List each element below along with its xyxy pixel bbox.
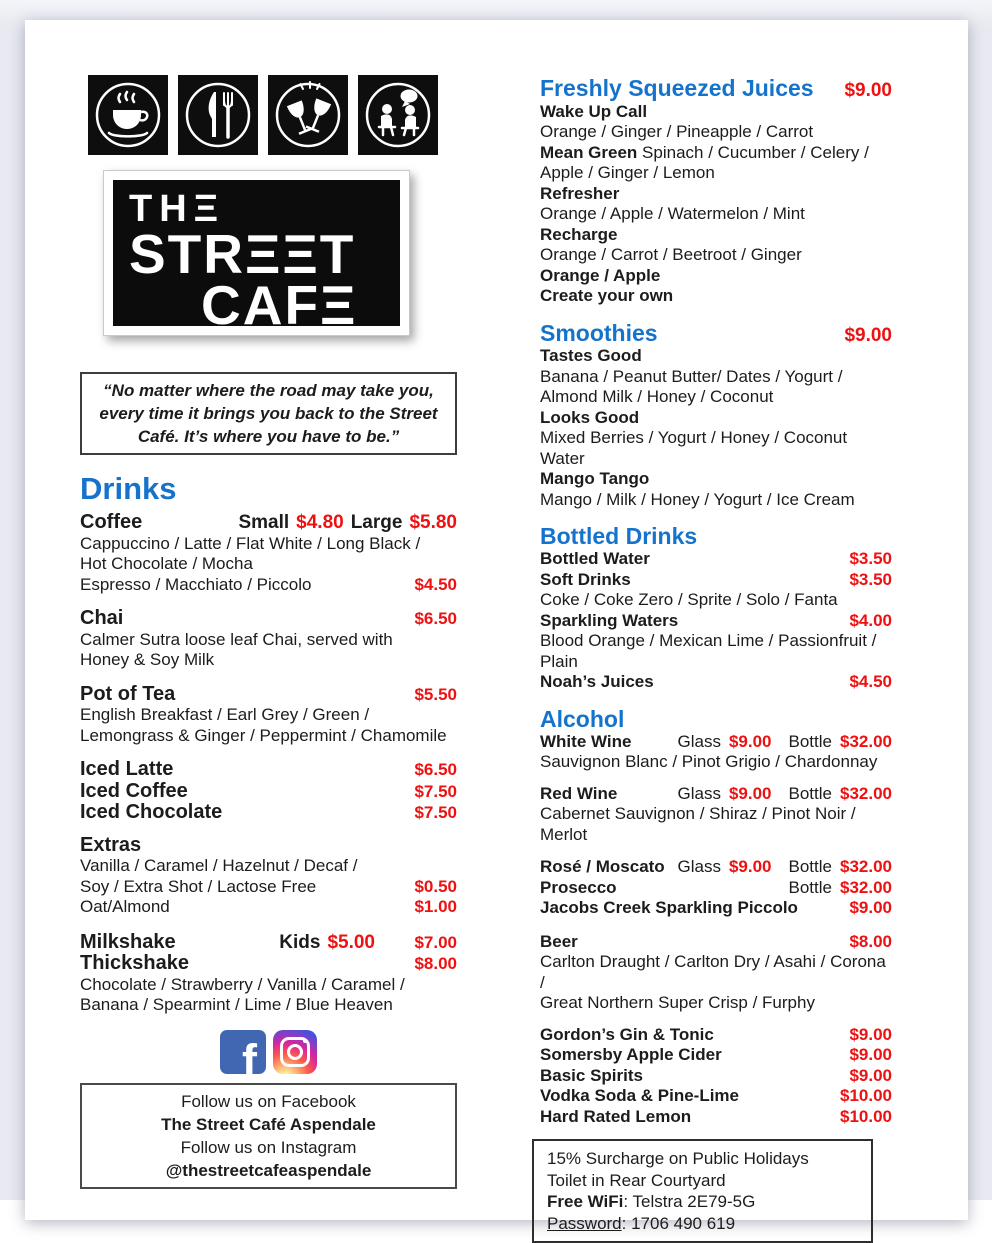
- item-name: Basic Spirits: [540, 1065, 643, 1085]
- menu-row-prosecco: [540, 878, 892, 899]
- item-desc: Hot Chocolate / Mocha: [80, 554, 253, 573]
- menu-row-basic-spirits: [540, 1066, 892, 1087]
- item-name: Noah’s Juices: [540, 672, 654, 691]
- glass-bottle-group: [678, 784, 893, 805]
- glass-price: $9.00: [728, 783, 772, 803]
- menu-row-jacobs-creek: [540, 898, 892, 919]
- item-desc: Vanilla / Caramel / Hazelnut / Decaf /: [80, 856, 358, 875]
- wifi-label: Free WiFi: [547, 1192, 624, 1211]
- quote-line: Café. It’s where you have to be.”: [137, 427, 400, 446]
- item-name: Thickshake: [80, 952, 189, 974]
- item-price: $4.50: [414, 574, 457, 594]
- header-icon-row: [88, 75, 438, 155]
- item-price: $4.80: [296, 512, 344, 533]
- left-column: [80, 472, 457, 1189]
- item-name: Sparkling Waters: [540, 610, 679, 630]
- section-header-smoothies: [540, 321, 892, 347]
- section-header-juices: [540, 76, 892, 102]
- menu-row-hard-rated: [540, 1107, 892, 1128]
- item-name: Iced Coffee: [80, 779, 188, 802]
- follow-instagram-label: Follow us on Instagram: [180, 1137, 357, 1157]
- item-price: $6.50: [414, 760, 457, 779]
- logo: [103, 170, 410, 336]
- item-price: $9.00: [849, 1024, 892, 1044]
- menu-row-iced-chocolate: [80, 802, 457, 824]
- bottle-label: Bottle: [788, 877, 832, 897]
- item-desc: Honey & Soy Milk: [80, 650, 215, 669]
- item-name: Somersby Apple Cider: [540, 1045, 722, 1064]
- item-price: $4.00: [849, 610, 892, 630]
- item-desc: Carlton Draught / Carlton Dry / Asahi / Corona /: [540, 952, 886, 992]
- glass-bottle-group: [678, 732, 893, 753]
- item-name: Jacobs Creek Sparkling Piccolo: [540, 898, 798, 917]
- item-desc: Mixed Berries / Yogurt / Honey / Coconut Water: [540, 428, 848, 468]
- logo-line-street: STRΞΞT: [129, 223, 356, 285]
- item-price: $8.00: [414, 954, 457, 973]
- item-name: Iced Latte: [80, 758, 174, 780]
- item-name: Chai: [80, 607, 124, 629]
- password-note: [547, 1213, 858, 1235]
- cutlery-icon: [178, 75, 258, 155]
- size-label: Small: [238, 512, 290, 533]
- section-price: $9.00: [844, 324, 892, 346]
- section-title-alcohol: Alcohol: [540, 705, 625, 732]
- glass-label: Glass: [677, 783, 721, 803]
- quote-line: every time it brings you back to the Street: [99, 404, 438, 423]
- menu-row-chai: [80, 608, 457, 630]
- item-name: Beer: [540, 931, 578, 951]
- item-price: $7.50: [414, 803, 457, 822]
- item-name: Vodka Soda & Pine-Lime: [540, 1086, 740, 1105]
- item-price: $7.00: [414, 932, 457, 952]
- item-price: $9.00: [849, 1045, 892, 1064]
- right-column: [540, 76, 892, 1243]
- item-name: White Wine: [540, 731, 632, 751]
- item-desc: Espresso / Macchiato / Piccolo: [80, 574, 312, 594]
- instagram-flash-dot: [303, 1039, 307, 1043]
- item-name: Orange / Apple: [540, 265, 661, 285]
- item-desc: Sauvignon Blanc / Pinot Grigio / Chardonnay: [540, 752, 878, 771]
- coffee-cup-icon: [88, 75, 168, 155]
- conversation-icon: [358, 75, 438, 155]
- item-name: Hard Rated Lemon: [540, 1106, 692, 1126]
- section-title-drinks: Drinks: [80, 471, 177, 506]
- logo-line-cafe: CAFΞ: [201, 274, 358, 336]
- bottle-group: [789, 878, 892, 899]
- item-desc: Plain: [540, 651, 578, 671]
- item-price: $5.80: [409, 512, 457, 533]
- wifi-note: [547, 1191, 858, 1213]
- section-price: $9.00: [844, 80, 892, 101]
- item-name: Milkshake: [80, 930, 176, 953]
- item-price: $7.50: [414, 781, 457, 801]
- item-name: Pot of Tea: [80, 682, 176, 705]
- size-label: Large: [350, 512, 403, 533]
- item-name: Rosé / Moscato: [540, 857, 665, 876]
- menu-row-extras-soy: [80, 877, 457, 898]
- bottle-price: $32.00: [840, 783, 892, 803]
- item-desc: Spinach / Cucumber / Celery /: [642, 142, 869, 162]
- item-name: Recharge: [540, 224, 618, 244]
- menu-row-iced-latte: [80, 759, 457, 781]
- follow-facebook-label: Follow us on Facebook: [181, 1091, 356, 1111]
- item-name: Red Wine: [540, 783, 618, 803]
- item-desc: Orange / Carrot / Beetroot / Ginger: [540, 245, 802, 264]
- logo-line-the: THΞ: [129, 188, 226, 230]
- menu-row-gin-tonic: [540, 1025, 892, 1046]
- social-icon-row: [80, 1030, 457, 1086]
- item-price: $3.50: [849, 549, 892, 568]
- item-desc: Orange / Ginger / Pineapple / Carrot: [540, 122, 814, 141]
- size-price-group: [238, 513, 457, 534]
- item-name: Tastes Good: [540, 346, 642, 365]
- item-price: $5.50: [414, 684, 457, 704]
- item-price: $9.00: [849, 898, 892, 917]
- menu-row-thickshake: [80, 953, 457, 975]
- bottle-label: Bottle: [788, 731, 832, 751]
- follow-box: [80, 1083, 457, 1189]
- section-title-bottled-drinks: Bottled Drinks: [540, 523, 698, 549]
- facebook-page-name: The Street Café Aspendale: [161, 1114, 376, 1134]
- item-name: Bottled Water: [540, 549, 650, 568]
- item-desc: Cabernet Sauvignon / Shiraz / Pinot Noir / Merlot: [540, 804, 856, 844]
- quote-line: “No matter where the road may take you,: [103, 381, 434, 400]
- item-name: Gordon’s Gin & Tonic: [540, 1024, 714, 1044]
- menu-row-beer: [540, 932, 892, 953]
- item-desc: Blood Orange / Mexican Lime / Passionfruit /: [540, 631, 877, 650]
- item-desc: Coke / Coke Zero / Sprite / Solo / Fanta: [540, 590, 838, 609]
- instagram-icon: [273, 1030, 317, 1074]
- item-price: $9.00: [849, 1065, 892, 1085]
- item-price: $10.00: [840, 1086, 892, 1105]
- item-price: $0.50: [414, 876, 457, 896]
- password-label: Password: [547, 1213, 622, 1233]
- logo-plate: [113, 180, 400, 336]
- item-name: Soft Drinks: [540, 569, 631, 589]
- item-name: Create your own: [540, 286, 674, 305]
- item-name: Mean Green: [540, 142, 638, 162]
- menu-row-mean-green: [540, 143, 892, 164]
- glass-price: $9.00: [728, 857, 772, 876]
- facebook-icon: [220, 1030, 266, 1086]
- item-desc: Oat/Almond: [80, 897, 170, 916]
- menu-row-soft-drinks: [540, 570, 892, 591]
- menu-row-iced-coffee: [80, 781, 457, 803]
- item-desc: Calmer Sutra loose leaf Chai, served with: [80, 629, 393, 649]
- facebook-f-glyph: f: [242, 1034, 257, 1086]
- info-box: [532, 1139, 873, 1243]
- item-name: Looks Good: [540, 407, 640, 427]
- menu-row-sparkling-waters: [540, 611, 892, 632]
- item-name: Mango Tango: [540, 469, 650, 488]
- item-desc: Banana / Spearmint / Lime / Blue Heaven: [80, 995, 393, 1014]
- item-name: Coffee: [80, 511, 143, 533]
- glass-label: Glass: [677, 731, 721, 751]
- section-title: Freshly Squeezed Juices: [540, 75, 814, 101]
- instagram-handle: @thestreetcafeaspendale: [165, 1160, 372, 1180]
- item-desc: Apple / Ginger / Lemon: [540, 163, 715, 182]
- item-desc: Banana / Peanut Butter/ Dates / Yogurt /: [540, 366, 843, 386]
- item-desc: Soy / Extra Shot / Lactose Free: [80, 876, 317, 896]
- menu-row-white-wine: [540, 732, 892, 753]
- item-desc: Cappuccino / Latte / Flat White / Long Black /: [80, 533, 421, 553]
- menu-row-milkshake: [80, 932, 457, 954]
- item-desc: Lemongrass & Ginger / Peppermint / Chamomile: [80, 725, 447, 745]
- item-name: Refresher: [540, 183, 620, 203]
- glass-bottle-group: [678, 857, 893, 878]
- menu-page: [25, 20, 968, 1233]
- item-desc: Mango / Milk / Honey / Yogurt / Ice Cream: [540, 489, 855, 509]
- bottle-price: $32.00: [840, 877, 892, 897]
- menu-row-bottled-water: [540, 549, 892, 570]
- item-desc: Orange / Apple / Watermelon / Mint: [540, 204, 805, 223]
- menu-row-coffee: [80, 512, 457, 534]
- item-price: $6.50: [414, 609, 457, 628]
- menu-row-red-wine: [540, 784, 892, 805]
- surcharge-note: 15% Surcharge on Public Holidays: [547, 1149, 809, 1168]
- bottle-price: $32.00: [840, 857, 892, 876]
- quote-box: [80, 372, 457, 455]
- item-desc: Chocolate / Strawberry / Vanilla / Caramel /: [80, 974, 405, 994]
- toilet-note: Toilet in Rear Courtyard: [547, 1170, 726, 1190]
- item-name: Iced Chocolate: [80, 801, 223, 823]
- menu-row-vodka-soda: [540, 1086, 892, 1107]
- item-price: $5.00: [327, 931, 375, 953]
- menu-row-pot-of-tea: [80, 684, 457, 706]
- item-price: $10.00: [840, 1106, 892, 1126]
- item-desc: Great Northern Super Crisp / Furphy: [540, 993, 815, 1012]
- item-price: $4.50: [849, 672, 892, 691]
- glass-label: Glass: [677, 857, 721, 876]
- menu-row-noahs-juices: [540, 672, 892, 693]
- wifi-value: : Telstra 2E79-5G: [623, 1192, 756, 1211]
- menu-row-extras-oat: [80, 897, 457, 918]
- item-price: $8.00: [849, 931, 892, 951]
- item-price: $1.00: [414, 897, 457, 916]
- kids-label: Kids: [279, 931, 321, 953]
- bottle-price: $32.00: [840, 731, 892, 751]
- menu-row-rose-moscato: [540, 857, 892, 878]
- item-name-extras: Extras: [80, 833, 142, 856]
- menu-row-espresso: [80, 575, 457, 596]
- password-value: : 1706 490 619: [621, 1213, 736, 1233]
- kids-price-group: [279, 933, 375, 954]
- item-name: Prosecco: [540, 877, 617, 897]
- bottle-label: Bottle: [788, 857, 832, 876]
- item-desc: Almond Milk / Honey / Coconut: [540, 387, 774, 406]
- item-price: $3.50: [849, 569, 892, 589]
- section-title: Smoothies: [540, 319, 658, 346]
- wine-glasses-icon: [268, 75, 348, 155]
- glass-price: $9.00: [728, 731, 772, 751]
- bottle-label: Bottle: [788, 783, 832, 803]
- menu-row-apple-cider: [540, 1045, 892, 1066]
- item-desc: English Breakfast / Earl Grey / Green /: [80, 705, 370, 724]
- item-name: Wake Up Call: [540, 101, 648, 121]
